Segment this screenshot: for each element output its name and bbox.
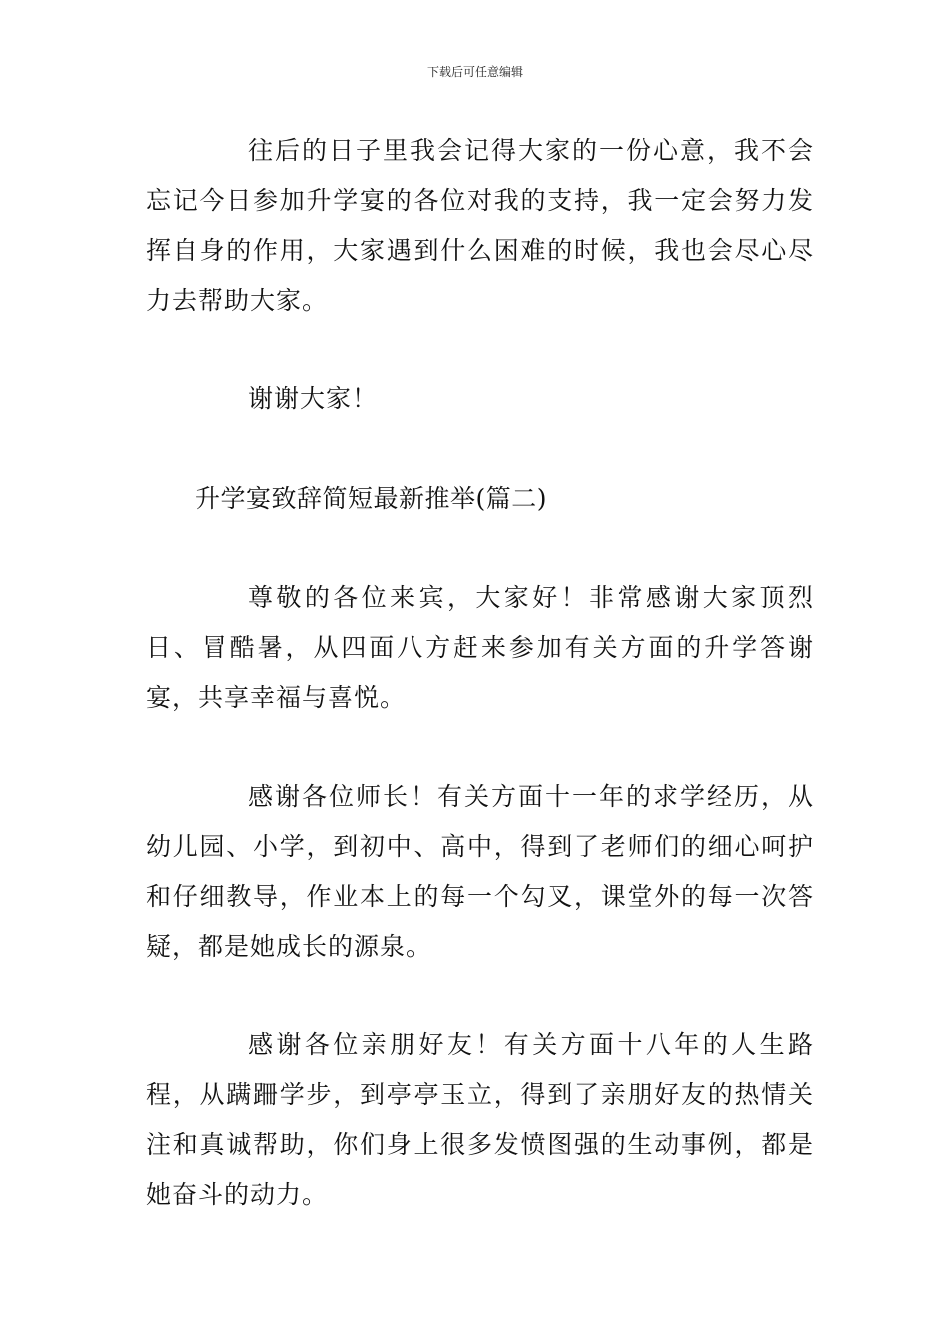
paragraph-thank-friends: 感谢各位亲朋好友！有关方面十八年的人生路程，从蹒跚学步，到亭亭玉立，得到了亲朋好友的热情关注和真诚帮助，你们身上很多发愤图强的生动事例，都是她奋斗的动力。 — [146, 1030, 814, 1209]
paragraph-thanks: 谢谢大家！ — [248, 384, 379, 413]
paragraph-thank-teachers: 感谢各位师长！有关方面十一年的求学经历，从幼儿园、小学，到初中、高中，得到了老师们的细心呵护和仔细教导，作业本上的每一个勾叉，课堂外的每一次答疑，都是她成长的源泉。 — [146, 782, 814, 961]
paragraph-greeting: 尊敬的各位来宾，大家好！非常感谢大家顶烈日、冒酷暑，从四面八方赶来参加有关方面的升学答谢宴，共享幸福与喜悦。 — [146, 583, 814, 712]
paragraph-closing-remarks: 往后的日子里我会记得大家的一份心意，我不会忘记今日参加升学宴的各位对我的支持，我一定会努力发挥自身的作用，大家遇到什么困难的时候，我也会尽心尽力去帮助大家。 — [146, 136, 814, 315]
page-header: 下载后可任意编辑 — [426, 65, 523, 79]
section-heading: 升学宴致辞简短最新推举(篇二) — [195, 484, 548, 513]
